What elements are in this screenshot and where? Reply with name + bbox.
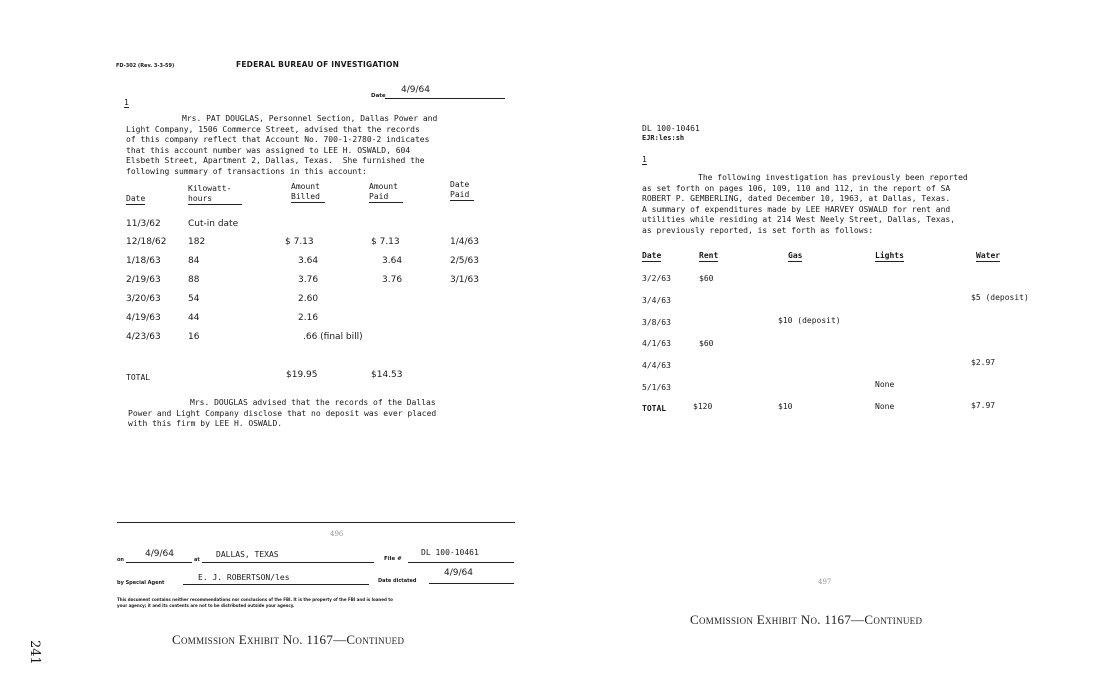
header-gas: Gas	[788, 251, 803, 260]
footer-rule	[117, 522, 515, 523]
footer-disclaimer-line2: your agency; it and its contents are not to be distributed outside your agency.	[117, 602, 295, 608]
header-billed: Amount	[291, 182, 320, 191]
header-paid-2: Paid	[369, 191, 403, 203]
footer-file-value: DL 100-10461	[421, 548, 479, 557]
left-page-stamp: 496	[330, 530, 344, 538]
header-date: Date	[126, 194, 146, 203]
footer-agent-label: by Special Agent	[117, 580, 165, 586]
left-page-number: 1	[124, 98, 129, 107]
footer-at-underline	[202, 562, 374, 563]
footer-disclaimer-line1: This document contains neither recommendations nor conclusions of the FBI. It is the property of the FBI and is loaned to	[117, 597, 393, 602]
right-page-number: 1	[642, 155, 647, 164]
right-page-stamp: 497	[818, 578, 832, 586]
footer-agent-value: E. J. ROBERTSON/les	[198, 573, 290, 582]
header-date-paid-2: Paid	[450, 189, 474, 201]
date-label: Date	[371, 93, 386, 99]
footer-agent-underline	[183, 584, 369, 585]
header-rent: Rent	[699, 251, 719, 260]
footer-at-label: at	[194, 557, 200, 563]
header-water: Water	[976, 251, 1001, 260]
left-caption: Commission Exhibit No. 1167—Continued	[172, 632, 405, 647]
header-date: Date	[642, 251, 662, 260]
footer-on-value: 4/9/64	[145, 549, 174, 559]
footer-dictated-underline	[429, 583, 514, 584]
date-underline	[385, 98, 505, 99]
margin-page-number: 241	[27, 640, 42, 665]
header-paid: Amount	[369, 182, 398, 191]
header-kwh: Kilowatt-	[188, 184, 232, 193]
footer-on-label: on	[117, 557, 124, 563]
footer-file-label: File #	[384, 556, 402, 562]
footer-dictated-label: Date dictated	[378, 578, 417, 584]
header-lights: Lights	[875, 251, 904, 260]
footer-disclaimer	[117, 597, 517, 608]
footer-at-value: DALLAS, TEXAS	[216, 550, 279, 559]
form-number: FD-302 (Rev. 3-3-59)	[116, 63, 175, 69]
right-caption: Commission Exhibit No. 1167—Continued	[690, 612, 923, 627]
footer-dictated-value: 4/9/64	[444, 568, 473, 578]
agency-header: FEDERAL BUREAU OF INVESTIGATION	[236, 60, 400, 69]
footer-on-underline	[126, 562, 192, 563]
header-date-paid: Date	[450, 180, 470, 189]
footer-file-underline	[408, 562, 514, 563]
header-billed-2: Billed	[291, 191, 325, 203]
header-kwh-2: hours	[188, 193, 242, 205]
right-initials: EJR:les:sh	[642, 134, 685, 142]
report-date: 4/9/64	[401, 85, 430, 95]
right-file-number: DL 100-10461	[642, 124, 700, 133]
